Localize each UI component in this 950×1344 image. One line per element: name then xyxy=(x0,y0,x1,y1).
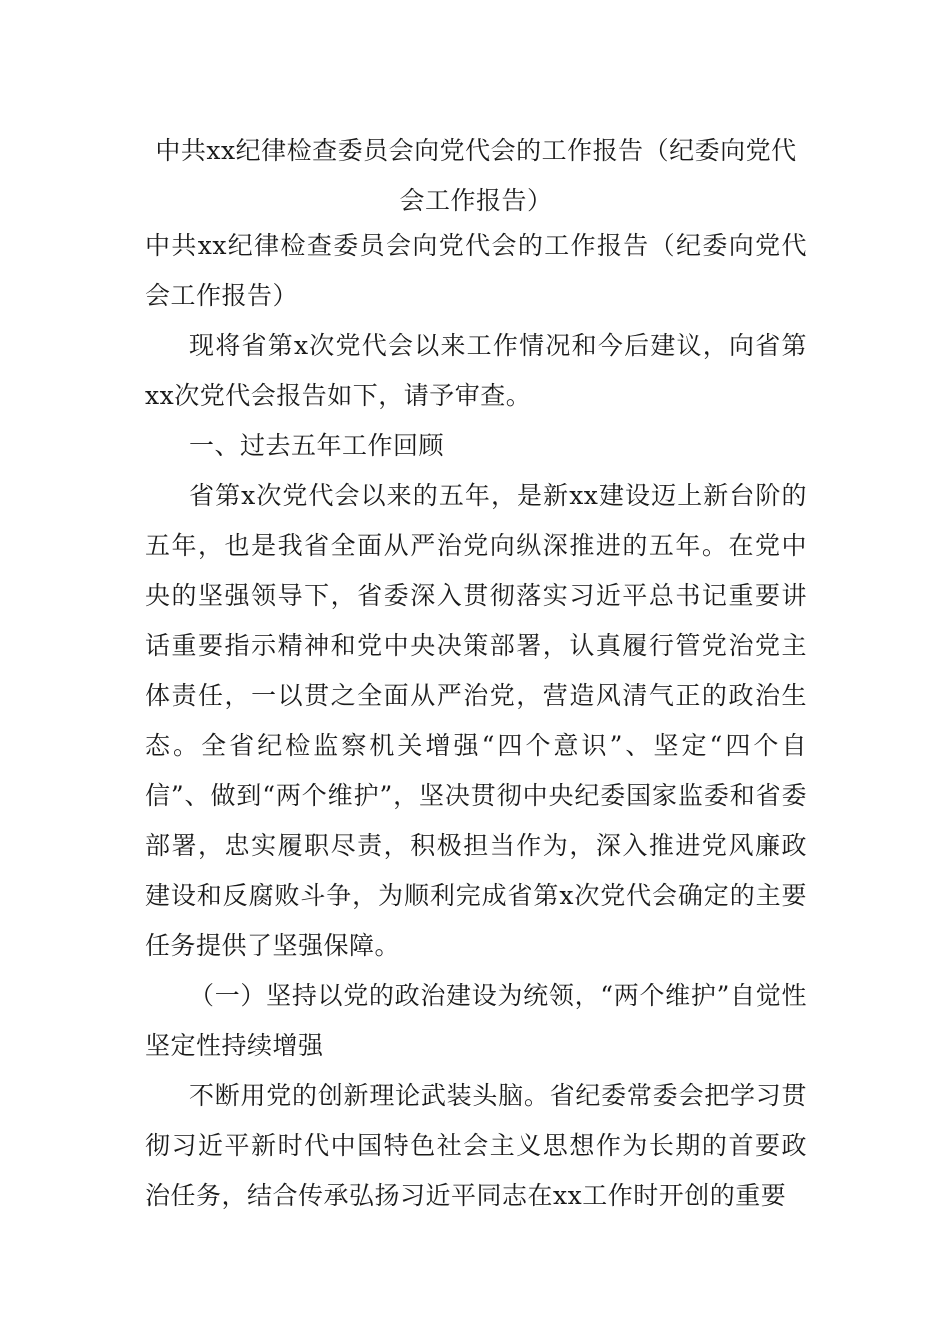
document-subtitle: 中共xx纪律检查委员会向党代会的工作报告（纪委向党代会工作报告） xyxy=(145,231,807,310)
paragraph-review: 省第x次党代会以来的五年，是新xx建设迈上新台阶的五年，也是我省全面从严治党向纵深推进的五年。在党中央的坚强领导下，省委深入贯彻落实习近平总书记重要讲话重要指示精神和党中央决策部署，认真履行管党治党主体责任，一以贯之全面从严治党，营造风清气正的政治生态。全省纪检监察机关增强“四个意识”、坚定“四个自信”、做到“两个维护”，坚决贯彻中央纪委国家监委和省委部署，忠实履职尽责，积极担当作为，深入推进党风廉政建设和反腐败斗争，为顺利完成省第x次党代会确定的主要任务提供了坚强保障。 xyxy=(145,481,807,960)
document-body xyxy=(145,221,807,1221)
paragraph-theory: 不断用党的创新理论武装头脑。省纪委常委会把学习贯彻习近平新时代中国特色社会主义思想作为长期的首要政治任务，结合传承弘扬习近平同志在xx工作时开创的重要 xyxy=(145,1081,807,1210)
section-heading: 一、过去五年工作回顾 xyxy=(189,431,445,460)
subsection-heading: （一）坚持以党的政治建设为统领，“两个维护”自觉性坚定性持续增强 xyxy=(145,981,807,1060)
document-title: 中共xx纪律检查委员会向党代会的工作报告（纪委向党代会工作报告） xyxy=(155,136,797,215)
paragraph-intro: 现将省第x次党代会以来工作情况和今后建议，向省第xx次党代会报告如下，请予审查。 xyxy=(145,331,807,410)
